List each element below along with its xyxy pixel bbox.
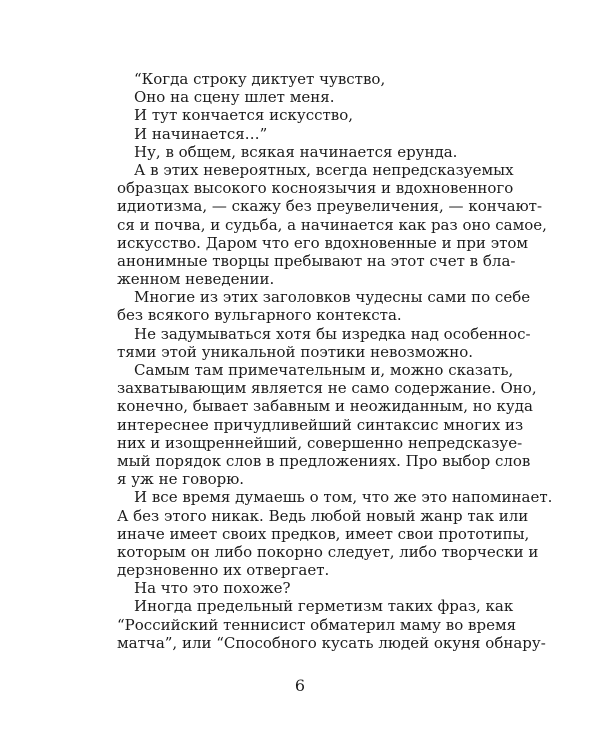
paragraph-line: Самым там примечательным и, можно сказать, [134, 361, 514, 379]
paragraph-line: Ну, в общем, всякая начинается ерунда. [134, 142, 458, 161]
paragraph-line: анонимные творцы пребывают на этот счет в бла- [117, 251, 516, 270]
paragraph-line: На что это похоже? [134, 579, 291, 598]
poem-line: И тут кончается искусство, [134, 106, 354, 125]
paragraph-line: интереснее причудливейший синтаксис многих из [117, 415, 524, 434]
paragraph-line: захватывающим является не само содержание. Оно, [117, 379, 537, 398]
paragraph-line: Не задумываться хотя бы изредка над особеннос- [134, 324, 531, 343]
paragraph-line: дерзновенно их отвергает. [117, 561, 330, 580]
paragraph-line: Иногда предельный герметизм таких фраз, как [134, 597, 514, 616]
paragraph-line: них и изощреннейший, совершенно непредсказуе- [117, 433, 523, 452]
poem-line: “Когда строку диктует чувство, [134, 70, 386, 88]
paragraph-line: которым он либо покорно следует, либо творчески и [117, 542, 539, 561]
paragraph-line: женном неведении. [117, 270, 275, 289]
poem-line: Оно на сцену шлет меня. [134, 88, 335, 107]
paragraph-line: я уж не говорю. [117, 470, 245, 489]
paragraph-line: матча”, или “Способного кусать людей окуня обнару- [117, 633, 546, 652]
paragraph-line: Многие из этих заголовков чудесны сами по себе [134, 288, 531, 307]
paragraph-line: идиотизма, — скажу без преувеличения, — кончают- [117, 197, 543, 216]
paragraph-line: А без этого никак. Ведь любой новый жанр так или [117, 506, 529, 525]
paragraph-line: без всякого вульгарного контекста. [117, 306, 402, 325]
poem-line: И начинается…” [134, 124, 268, 143]
paragraph-line: тями этой уникальной поэтики невозможно. [117, 342, 474, 361]
page-number: 6 [294, 676, 306, 695]
paragraph-line: конечно, бывает забавным и неожиданным, но куда [117, 397, 533, 416]
page-text-block [117, 70, 553, 652]
paragraph-line: мый порядок слов в предложениях. Про выбор слов [117, 451, 531, 470]
paragraph-line: иначе имеет своих предков, имеет свои прототипы, [117, 524, 530, 543]
paragraph-line: И все время думаешь о том, что же это напоминает. [134, 488, 553, 507]
paragraph-line: ся и почва, и судьба, а начинается как раз оно самое, [117, 215, 547, 234]
paragraph-line: А в этих невероятных, всегда непредсказуемых [134, 160, 514, 179]
paragraph-line: образцах высокого косноязычия и вдохновенного [117, 179, 514, 198]
paragraph-line: “Российский теннисист обматерил маму во время [117, 615, 517, 634]
paragraph-line: искусство. Даром что его вдохновенные и при этом [117, 233, 529, 252]
